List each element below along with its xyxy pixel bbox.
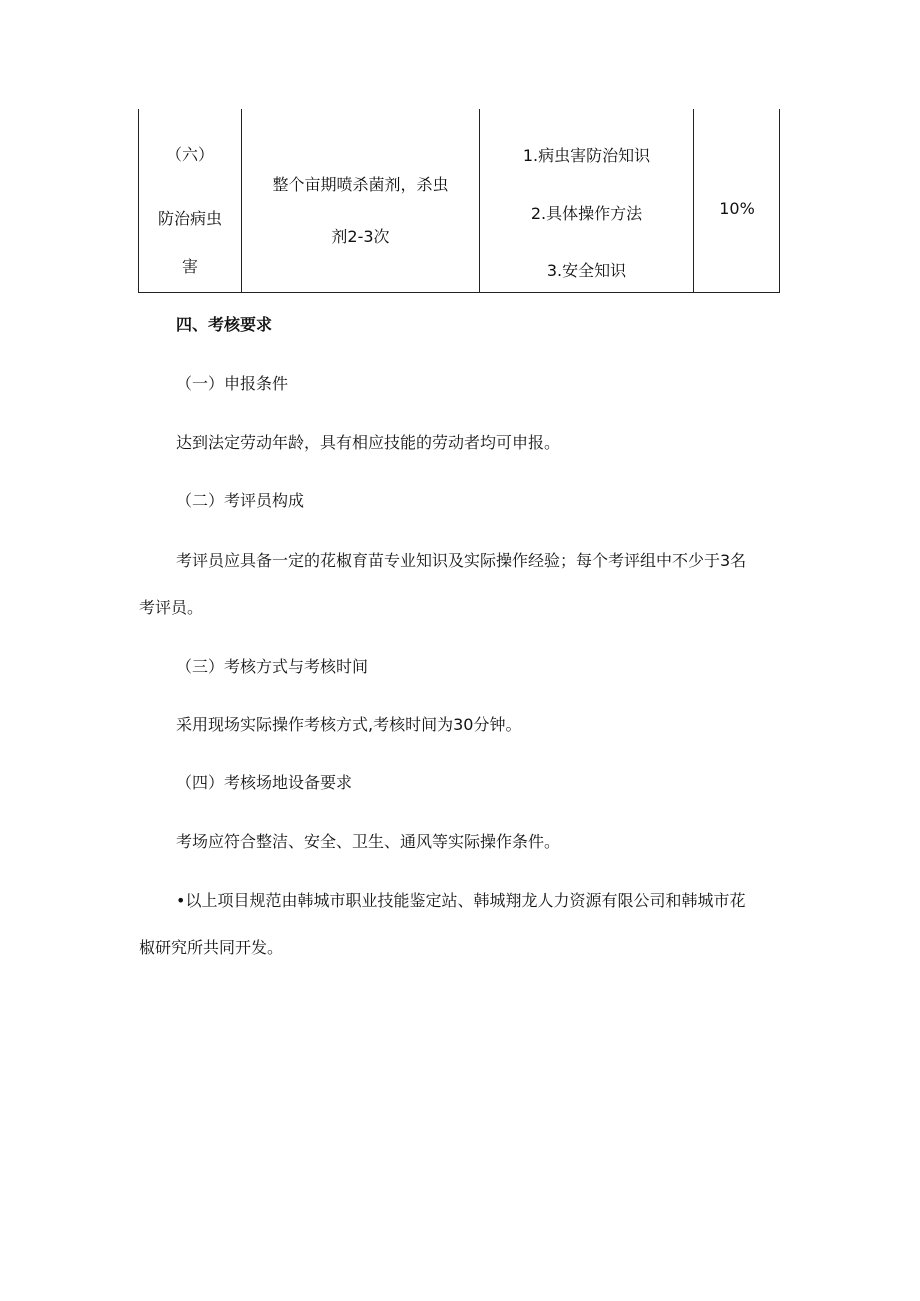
content-cell xyxy=(242,109,480,292)
requirement-line: 1.病虫害防治知识 xyxy=(522,146,651,165)
note: •以上项目规范由韩城市职业技能鉴定站、韩城翔龙人力资源有限公司和韩城市花 xyxy=(176,891,746,910)
section-title: 四、考核要求 xyxy=(176,315,273,334)
requirement-line: 2.具体操作方法 xyxy=(530,204,643,223)
subsection-title: （四）考核场地设备要求 xyxy=(176,773,353,792)
requirement-line: 3.安全知识 xyxy=(546,261,627,280)
assessment-table xyxy=(138,109,780,293)
note: 椒研究所共同开发。 xyxy=(139,938,284,957)
paragraph: 考评员。 xyxy=(139,598,204,617)
subsection-title: （一）申报条件 xyxy=(176,374,289,393)
paragraph: 考评员应具备一定的花椒育苗专业知识及实际操作经验；每个考评组中不少于3名 xyxy=(176,551,747,570)
subsection-title: （三）考核方式与考核时间 xyxy=(176,657,369,676)
weight-value: 10% xyxy=(719,199,755,218)
paragraph: 考场应符合整洁、安全、卫生、通风等实际操作条件。 xyxy=(176,832,561,851)
category-line: 害 xyxy=(181,257,198,276)
content-line: 整个亩期喷杀菌剂，杀虫 xyxy=(272,175,449,194)
requirement-cell xyxy=(480,109,694,292)
subsection-title: （二）考评员构成 xyxy=(176,491,305,510)
paragraph: 达到法定劳动年龄，具有相应技能的劳动者均可申报。 xyxy=(176,433,561,452)
paragraph: 采用现场实际操作考核方式,考核时间为30分钟。 xyxy=(176,715,522,734)
content-line: 剂2-3次 xyxy=(331,227,390,246)
category-cell xyxy=(139,109,242,292)
weight-cell xyxy=(694,109,780,292)
category-line: 防治病虫 xyxy=(157,209,222,228)
category-line: （六） xyxy=(165,145,214,164)
